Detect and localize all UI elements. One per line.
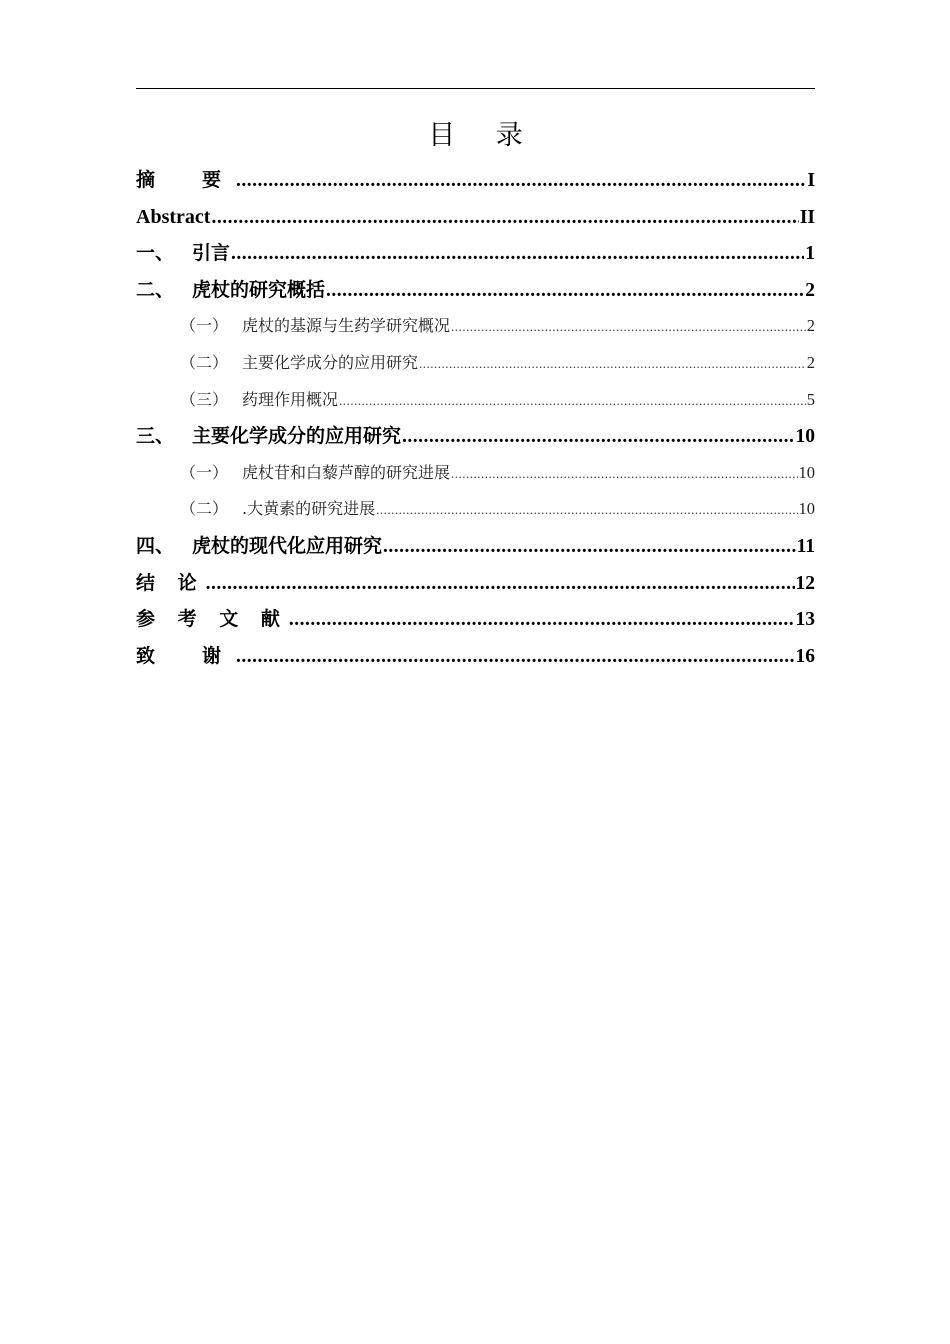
toc-entry-section-2-2[interactable] (136, 345, 815, 382)
toc-entry-page: 13 (795, 609, 815, 631)
toc-leader-dots (451, 456, 797, 493)
toc-entry-page: 1 (805, 243, 815, 265)
toc-leader-dots (236, 163, 806, 200)
toc-entry-page: 11 (796, 535, 815, 557)
toc-entry-page: 12 (795, 572, 815, 594)
toc-entry-section-3[interactable] (136, 418, 815, 455)
toc-entry-label: 虎杖的基源与生药学研究概况 (242, 316, 451, 336)
toc-entry-page: 2 (805, 279, 815, 301)
toc-leader-dots (326, 273, 804, 310)
toc-entry-page: 10 (798, 462, 815, 482)
toc-entry-label: 致 谢 (136, 644, 236, 667)
toc-entry-conclusion[interactable] (136, 565, 815, 602)
toc-entry-page: II (799, 206, 815, 228)
toc-entry-acknowledgements[interactable] (136, 638, 815, 675)
toc-entry-number: （二） (180, 499, 229, 519)
toc-entry-label: 引言 (192, 242, 231, 265)
toc-entry-page: I (807, 170, 815, 191)
header-rule (136, 88, 815, 89)
toc-entry-label: 虎杖苷和白藜芦醇的研究进展 (242, 462, 451, 482)
toc-leader-dots (231, 236, 804, 273)
toc-entry-number: 四、 (136, 534, 175, 557)
toc-entry-page: 10 (798, 499, 815, 519)
toc-entry-section-3-1[interactable] (136, 455, 815, 492)
toc-leader-dots (402, 419, 794, 456)
toc-entry-number: 二、 (136, 278, 175, 301)
toc-leader-dots (339, 383, 806, 420)
toc-leader-dots (206, 566, 795, 603)
toc-entry-number: （一） (180, 462, 229, 482)
toc-entry-page: 5 (806, 389, 815, 409)
toc-entry-label: 虎杖的研究概括 (192, 278, 326, 301)
toc-entry-label: 摘 要 (136, 169, 236, 191)
toc-entry-number: 三、 (136, 425, 175, 448)
toc-entry-label: 虎杖的现代化应用研究 (192, 534, 383, 557)
toc-entry-section-3-2[interactable] (136, 491, 815, 528)
toc-entry-number: （二） (180, 352, 229, 372)
toc-entry-number: （三） (180, 389, 229, 409)
toc-entry-references[interactable] (136, 601, 815, 638)
toc-leader-dots (236, 639, 794, 676)
toc-leader-dots (451, 309, 806, 346)
toc-entry-number: （一） (180, 316, 229, 336)
toc-entry-number: 一、 (136, 242, 175, 265)
toc-entry-page: 2 (806, 316, 815, 336)
toc-entry-section-2[interactable] (136, 272, 815, 309)
toc-title: 目 录 (428, 120, 539, 151)
toc-entry-abstract-en[interactable] (136, 199, 815, 236)
toc-entry-label: .大黄素的研究进展 (242, 499, 376, 519)
toc-entry-page: 2 (806, 352, 815, 372)
toc-entry-section-4[interactable] (136, 528, 815, 565)
toc-entry-label: Abstract (136, 205, 211, 228)
toc-leader-dots (383, 529, 796, 566)
toc-leader-dots (289, 602, 795, 639)
toc-entry-abstract-cn[interactable] (136, 162, 815, 199)
toc-entry-section-2-3[interactable] (136, 382, 815, 419)
toc-leader-dots (376, 492, 797, 529)
toc-entry-label: 主要化学成分的应用研究 (242, 352, 419, 372)
toc-entry-label: 结 论 (136, 571, 205, 594)
toc-entry-label: 药理作用概况 (242, 389, 339, 409)
table-of-contents (136, 162, 815, 674)
toc-leader-dots (419, 346, 806, 383)
toc-entry-page: 16 (795, 645, 815, 667)
toc-entry-label: 参 考 文 献 (136, 608, 288, 631)
toc-entry-label: 主要化学成分的应用研究 (192, 425, 402, 448)
toc-entry-page: 10 (795, 426, 815, 448)
toc-leader-dots (211, 200, 798, 237)
toc-entry-section-2-1[interactable] (136, 308, 815, 345)
toc-entry-introduction[interactable] (136, 235, 815, 272)
